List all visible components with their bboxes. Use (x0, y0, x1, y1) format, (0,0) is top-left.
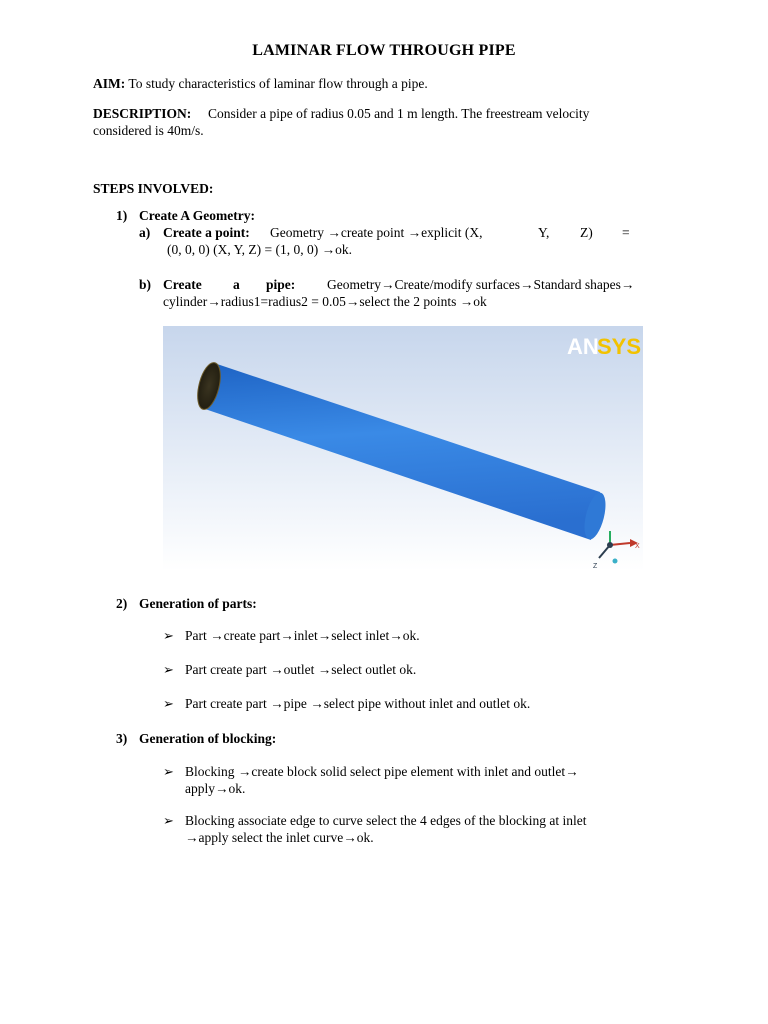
step-1b-label-word-3: pipe: (266, 277, 296, 292)
page-title: LAMINAR FLOW THROUGH PIPE (252, 42, 516, 59)
description-line-2: considered is 40m/s. (93, 123, 204, 138)
description-paragraph (93, 105, 673, 139)
pipe-cylinder (193, 360, 609, 541)
step-2-title: Generation of parts: (139, 596, 257, 611)
step-2-bullet-2 (163, 661, 416, 678)
step-3-bullet-1-line-2: apply→ok. (185, 781, 246, 796)
axis-z-label: Z (593, 563, 598, 570)
bullet-arrow-icon: ➢ (163, 764, 174, 779)
step-1a-equals: = (622, 225, 630, 240)
step-1a (139, 224, 659, 258)
pipe-3d-render (163, 326, 643, 571)
step-3-bullet-2-line-1: Blocking associate edge to curve select the 4 edges of the blocking at inlet (185, 813, 587, 828)
step-1b-line-2: cylinder→radius1=radius2 = 0.05→select the 2 points →ok (163, 294, 487, 309)
bullet-arrow-icon: ➢ (163, 813, 174, 828)
description-label: DESCRIPTION: (93, 106, 192, 121)
pipe-geometry-figure (163, 326, 643, 571)
step-1a-marker: a) (139, 225, 151, 240)
step-3-title: Generation of blocking: (139, 731, 277, 746)
aim-label: AIM: (93, 76, 126, 91)
step-1b-label-word-2: a (233, 277, 240, 292)
bullet-arrow-icon: ➢ (163, 628, 174, 643)
step-1b-text: Geometry→Create/modify surfaces→Standard shapes→ (327, 277, 635, 292)
step-2-bullet-3 (163, 695, 530, 712)
step-3-number: 3) (116, 731, 128, 746)
bullet-arrow-icon: ➢ (163, 696, 174, 711)
step-2-bullet-1-text: Part →create part→inlet→select inlet→ok. (185, 628, 420, 643)
step-1a-z: Z) (580, 225, 593, 240)
step-2-bullet-2-text: Part create part →outlet →select outlet ok. (185, 662, 417, 677)
step-2-number: 2) (116, 596, 128, 611)
step-1b (139, 276, 669, 310)
bullet-arrow-icon: ➢ (163, 662, 174, 677)
ansys-logo (567, 334, 641, 359)
step-3-bullet-2 (163, 812, 587, 846)
axis-x-label: X (635, 543, 640, 550)
step-3-bullet-1 (163, 763, 579, 797)
step-2-bullet-1 (163, 627, 420, 644)
axis-triad-icon (593, 531, 640, 570)
step-1b-marker: b) (139, 277, 152, 292)
step-1a-line-2: (0, 0, 0) (X, Y, Z) = (1, 0, 0) →ok. (167, 242, 352, 257)
step-1a-text: Geometry →create point →explicit (X, (270, 225, 483, 240)
step-1b-label-word-1: Create (163, 277, 202, 292)
step-1-title: Create A Geometry: (139, 208, 255, 223)
aim-paragraph (93, 75, 673, 92)
step-3-bullet-1-line-1: Blocking →create block solid select pipe element with inlet and outlet→ (185, 764, 579, 779)
description-line-1: Consider a pipe of radius 0.05 and 1 m length. The freestream velocity (208, 106, 590, 121)
ansys-logo-an: AN (567, 334, 599, 359)
ansys-logo-sys: SYS (597, 334, 642, 359)
step-3-bullet-2-line-2: →apply select the inlet curve→ok. (185, 830, 374, 845)
aim-text: To study characteristics of laminar flow through a pipe. (128, 76, 428, 91)
step-1a-y: Y, (538, 225, 550, 240)
step-1-number: 1) (116, 208, 128, 223)
step-2-bullet-3-text: Part create part →pipe →select pipe without inlet and outlet ok. (185, 696, 531, 711)
step-1a-label: Create a point: (163, 225, 250, 240)
steps-heading: STEPS INVOLVED: (93, 181, 214, 196)
